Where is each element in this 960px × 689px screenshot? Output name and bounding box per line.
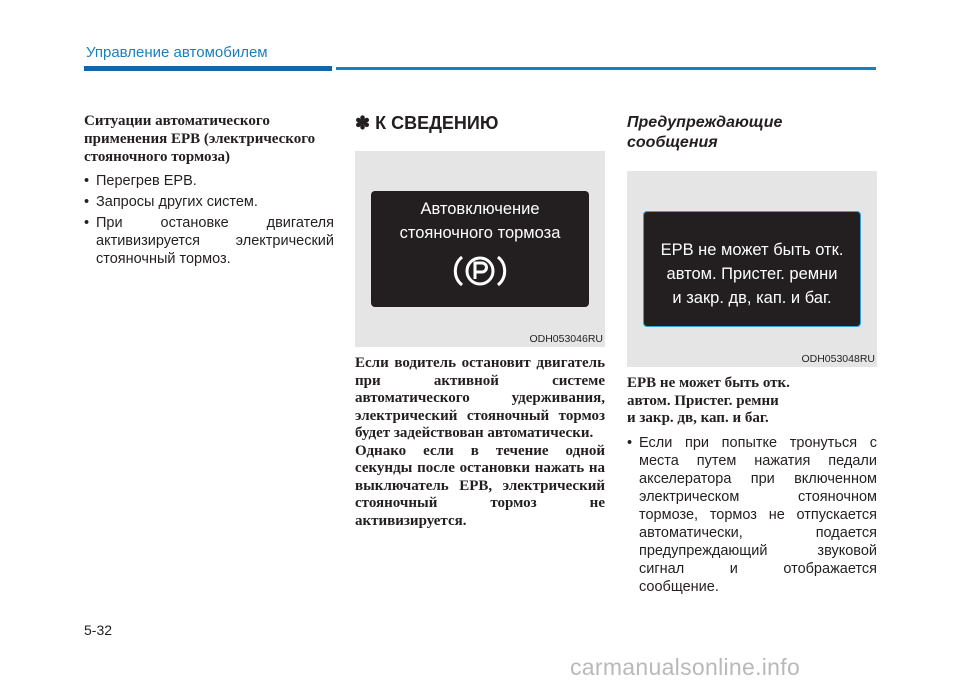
header-rule-light (336, 67, 876, 70)
epb-parking-brake-icon (453, 251, 507, 291)
cluster-display (371, 191, 589, 307)
column-auto-apply (84, 112, 334, 271)
column-warnings (627, 112, 877, 599)
cluster-display (643, 211, 861, 327)
figure-warning-display (627, 171, 877, 367)
warning-heading: Предупреждающие сообщения (627, 114, 783, 151)
figure-auto-brake-display (355, 151, 605, 347)
info-heading: ✽ К СВЕДЕНИЮ (355, 113, 499, 133)
figure-code: ODH053048RU (801, 353, 875, 365)
display-message (371, 197, 589, 245)
auto-apply-heading: Ситуации автоматического применения EPB (электрического стояночного тормоза) (84, 113, 316, 165)
section-title: Управление автомобилем (86, 44, 268, 61)
list-item: • Перегрев EPB. (84, 172, 334, 190)
info-paragraph: Однако если в течение одной секунды после остановки нажать на выключатель EPB, электрический стояночный тормоз не активизируется. (355, 442, 605, 529)
warning-message-title (627, 375, 877, 428)
display-line: EPB не может быть отк. (660, 241, 844, 259)
warning-list (627, 434, 877, 596)
header-rule-dark (84, 66, 332, 71)
display-line: стояночного тормоза (399, 224, 561, 242)
list-item: • При остановке двигателя активизируется электрический стояночный тормоз. (84, 214, 334, 268)
message-line: автом. Пристег. ремни (627, 392, 779, 409)
column-info (355, 112, 605, 530)
display-line: и закр. дв, кап. и баг. (672, 289, 832, 307)
page-number: 5-32 (84, 622, 113, 638)
watermark: carmanualsonline.info (570, 654, 801, 680)
info-paragraph: Если водитель остановит двигатель при активной системе автоматического удерживания, электрический стояночный тормоз будет задействован автоматически. (355, 355, 605, 441)
auto-apply-list (84, 172, 334, 268)
display-line: автом. Пристег. ремни (666, 265, 838, 283)
display-message (644, 238, 860, 310)
list-item: • Запросы других систем. (84, 193, 334, 211)
display-line: Автовключение (420, 200, 540, 218)
list-item: • Если при попытке тронуться с места путем нажатия педали акселератора при включенном электрическом стояночном тормозе, тормоз не отпускается автоматически, подается предупреждающий звуковой сигнал и отображается сообщение. (627, 434, 877, 596)
message-line: и закр. дв, кап. и баг. (627, 410, 769, 426)
figure-code: ODH053046RU (529, 333, 603, 345)
message-line: EPB не может быть отк. (627, 375, 790, 391)
